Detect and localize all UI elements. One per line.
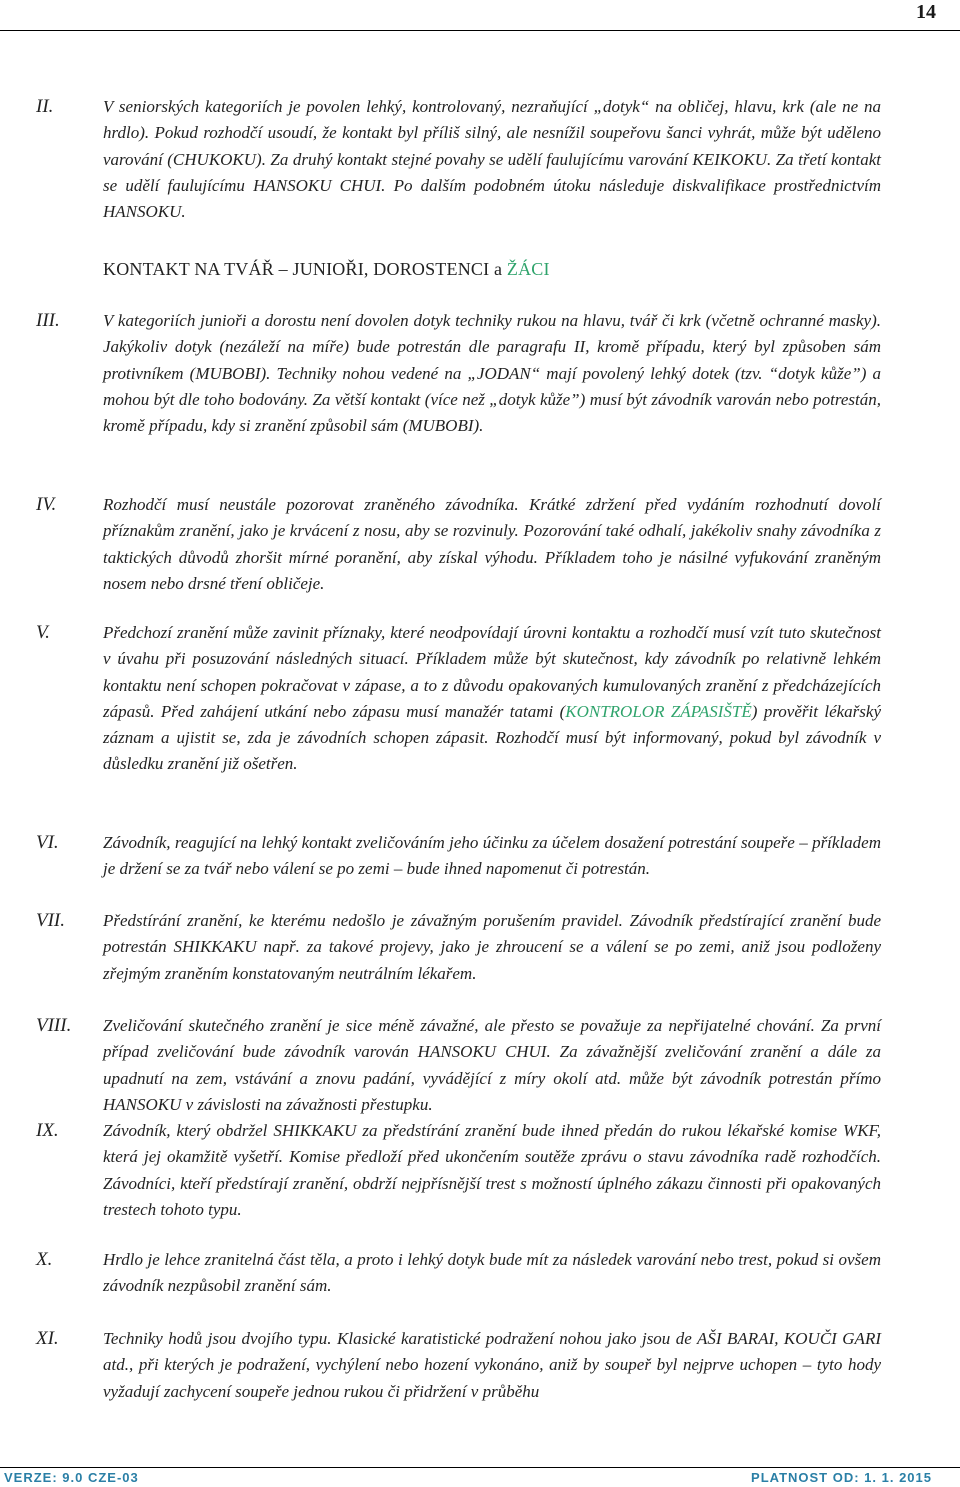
paragraph-text — [103, 620, 881, 778]
footer-validity: PLATNOST OD: 1. 1. 2015 — [751, 1470, 932, 1485]
paragraph-text: V kategoriích junioři a dorostu není dovolen dotyk techniky rukou na hlavu, tvář či krk (včetně ochranné masky). Jakýkoliv dotyk (nezáleží na míře) bude potrestán dle paragrafu II, kromě případu, který byl způsoben sám protivníkem (MUBOBI). Techniky nohou vedené na „JODAN“ mají povolený lehký dotek (tzv. “dotyk kůže”) a mohou být dle toho bodovány. Za větší kontakt (více než „dotyk kůže”) musí být závodník varován nebo potrestán, kromě případu, kdy si zranění způsobil sám (MUBOBI). — [103, 311, 881, 436]
section-heading-text: KONTAKT NA TVÁŘ – JUNIOŘI, DOROSTENCI a — [103, 259, 507, 279]
paragraph-number: IV. — [36, 494, 57, 515]
paragraph-text: Předstírání zranění, ke kterému nedošlo je závažným porušením pravidel. Závodník předstírající zranění bude potrestán SHIKKAKU např. za takové projevy, jako je zhroucení se a válení se po zemi, aniž jsou podloženy zřejmým zraněním konstatovaným neutrálním lékařem. — [103, 911, 881, 983]
footer-version: VERZE: 9.0 CZE-03 — [4, 1470, 139, 1485]
paragraph-text: Rozhodčí musí neustále pozorovat zraněného závodníka. Krátké zdržení před vydáním rozhodnutí dovolí příznakům zranění, jako je krvácení z nosu, aby se rozvinuly. Pozorování také odhalí, jakékoliv snahy závodníka z taktických důvodů zhoršit mírné poranění, aby získal výhodu. Příkladem toho je násilné vyfukování zraněným nosem nebo drsné tření obličeje. — [103, 495, 881, 593]
paragraph-number: X. — [36, 1249, 53, 1270]
paragraph-text: V seniorských kategoriích je povolen lehký, kontrolovaný, nezraňující „dotyk“ na obličej, hlavu, krk (ale ne na hrdlo). Pokud rozhodčí usoudí, že kontakt byl příliš silný, ale nesnížil soupeřovu šanci vyhrát, může být uděleno varování (CHUKOKU). Za druhý kontakt stejné povahy se udělí faulujícímu varování KEIKOKU. Za třetí kontakt se udělí faulujícímu HANSOKU CHUI. Po dalším podobném útoku následuje diskvalifikace prostřednictvím HANSOKU. — [103, 97, 881, 222]
footer-rule — [0, 1467, 960, 1468]
paragraph-number: V. — [36, 622, 50, 643]
paragraph-text-part: Předchozí zranění může zavinit příznaky, které neodpovídají úrovni kontaktu a rozhodčí musí vzít tuto skutečnost v úvahu při posuzování následných situací. Příkladem může být skutečnost, kdy závodník po relativně lehkém kontaktu není schopen pokračovat v zápase, a to z důvodu opakovaných kumulovaných zranění z předcházejících zápasů. Před zahájení utkání nebo zápasu musí manažér tatami ( — [103, 623, 881, 721]
paragraph-number: VI. — [36, 832, 59, 853]
section-heading-accent: ŽÁCI — [506, 259, 550, 279]
header-rule — [0, 30, 960, 31]
section-heading — [103, 256, 550, 282]
paragraph-text: Závodník, reagující na lehký kontakt zveličováním jeho účinku za účelem dosažení potrestání soupeře – příkladem je držení se za tvář nebo válení se po zemi – bude ihned napomenut či potrestán. — [103, 833, 881, 879]
paragraph-text: Závodník, který obdržel SHIKKAKU za předstírání zranění bude ihned předán do rukou lékařské komise WKF, která jej okamžitě vyšetří. Komise předloží před ukončením soutěže zprávu o stavu závodníka radě rozhodčích. Závodníci, kteří předstírají zranění, obdrží nejpřísnější trest s možností úplného zákazu činnosti při opakovaných trestech tohoto typu. — [103, 1121, 881, 1219]
page-number: 14 — [916, 1, 936, 23]
paragraph-number: VIII. — [36, 1015, 72, 1036]
paragraph-number: XI. — [36, 1328, 59, 1349]
paragraph-text: Hrdlo je lehce zranitelná část těla, a proto i lehký dotyk bude mít za následek varování nebo trest, pokud si ovšem závodník nezpůsobil zranění sám. — [103, 1250, 881, 1296]
paragraph-number: II. — [36, 96, 54, 117]
paragraph-text-accent: KONTROLOR ZÁPASIŠTĚ — [565, 701, 752, 721]
paragraph-text-part: ) prověřit lékařský záznam a ujistit se, zda je závodních schopen zápasit. Rozhodčí musí být informovaný, pokud byl závodník v důsledku zranění již ošetřen. — [103, 701, 881, 774]
paragraph-text: Techniky hodů jsou dvojího typu. Klasické karatistické podražení nohou jako jsou de AŠI BARAI, KOUČI GARI atd., při kterých je podražení, vychýlení nebo hození vykonáno, aniž by soupeř byl nejprve uchopen – tyto hody vyžadují zachycení soupeře jednou rukou či přidržení v průběhu — [103, 1329, 881, 1401]
paragraph-number: IX. — [36, 1120, 59, 1141]
paragraph-text: Zveličování skutečného zranění je sice méně závažné, ale přesto se považuje za nepřijatelné chování. Za první případ zveličování bude závodník varován HANSOKU CHUI. Za závažnější zveličování zranění a dále za upadnutí na zem, vstávání a znovu padání, vyvádějící z míry okolí atd. může být závodník potrestán přímo HANSOKU v závislosti na závažnosti přestupku. — [103, 1016, 881, 1114]
paragraph-number: VII. — [36, 910, 66, 931]
paragraph-number: III. — [36, 310, 60, 331]
